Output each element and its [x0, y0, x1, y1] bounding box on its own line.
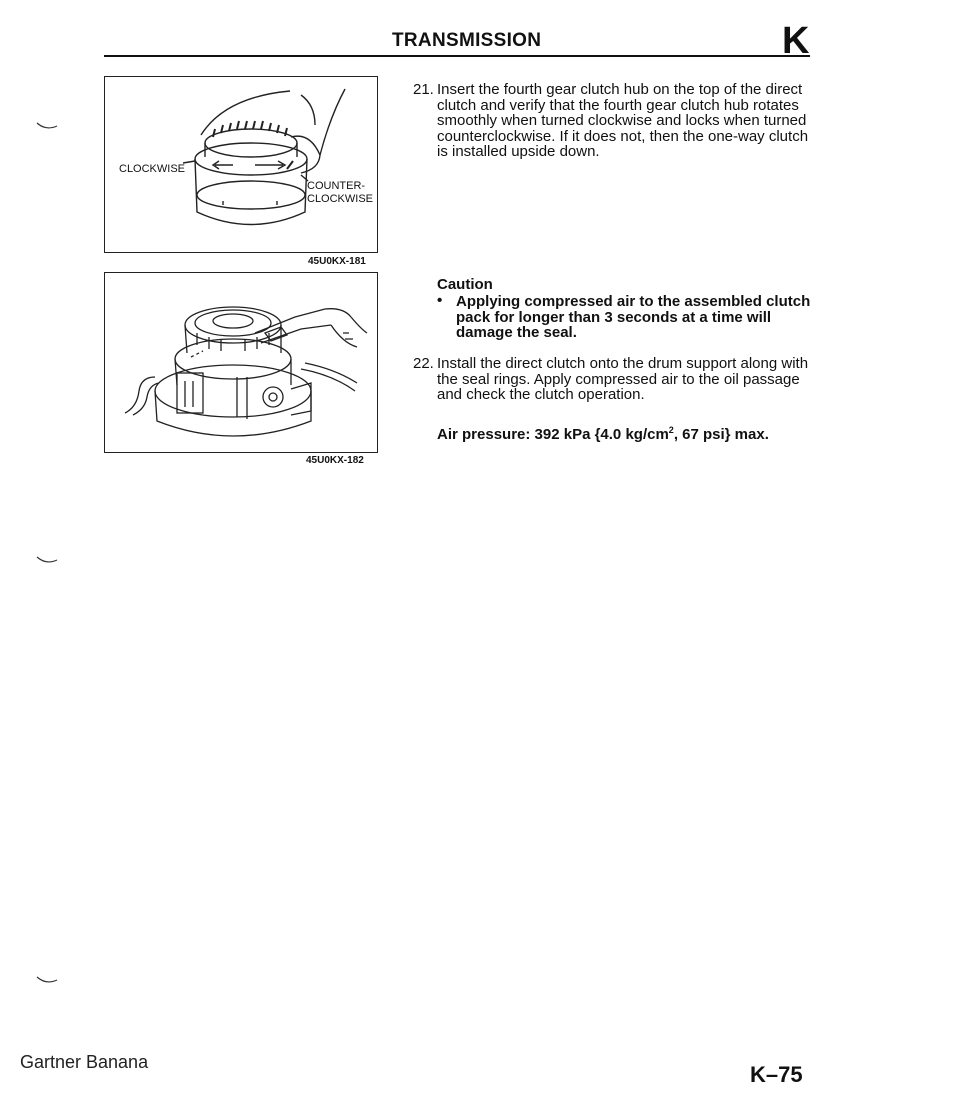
figure-air-pressure-check — [104, 272, 378, 453]
air-pressure-suffix: , 67 psi} max. — [673, 426, 769, 443]
page-header-title: TRANSMISSION — [392, 30, 542, 51]
clockwise-label: CLOCKWISE — [119, 163, 186, 175]
air-pressure-spec — [437, 425, 769, 443]
header-rule — [104, 55, 810, 57]
footer-owner-name: Gartner Banana — [20, 1052, 149, 1072]
air-pressure-prefix: Air pressure: 392 kPa {4.0 kg/cm — [437, 426, 669, 443]
caution-text: Applying compressed air to the assembled clutch pack for longer than 3 seconds at a time will damage the seal. — [456, 293, 811, 341]
step-text: Install the direct clutch onto the drum support along with the seal rings. Apply compressed air to the oil passage and check the clutch operation. — [437, 355, 809, 403]
air-pressure-superscript: 2 — [668, 425, 674, 435]
counterclockwise-label — [307, 180, 373, 206]
caution-block — [437, 276, 827, 341]
step-21 — [413, 82, 823, 160]
counterclockwise-label-line1: COUNTER- — [307, 180, 366, 192]
air-gun-illustration — [105, 273, 377, 452]
figure-code: 45U0KX-181 — [308, 256, 366, 267]
step-number: 21. — [413, 81, 434, 98]
page-number: K–75 — [750, 1062, 803, 1087]
binding-mark-icon — [36, 976, 58, 986]
counterclockwise-label-line2: CLOCKWISE — [307, 193, 374, 205]
figure-code: 45U0KX-182 — [306, 455, 364, 466]
bullet-icon: • — [437, 292, 443, 309]
step-22 — [413, 356, 823, 403]
caution-title: Caution — [437, 276, 493, 293]
step-number: 22. — [413, 355, 434, 372]
binding-mark-icon — [36, 122, 58, 132]
section-letter: K — [782, 20, 810, 62]
step-text: Insert the fourth gear clutch hub on the top of the direct clutch and verify that the fourth gear clutch hub rotates smoothly when turned clockwise and locks when turned counterclockwise. If it does not, then the one-way clutch is installed upside down. — [437, 81, 809, 160]
binding-mark-icon — [36, 556, 58, 566]
caution-bullet — [437, 294, 827, 341]
